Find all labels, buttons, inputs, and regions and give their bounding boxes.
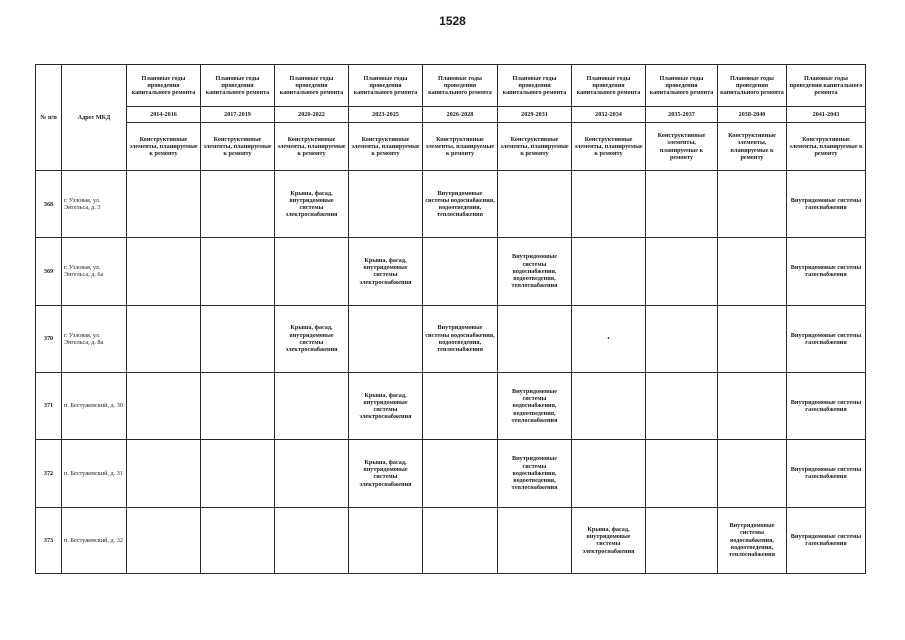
period-cell: Внутридомовые системы газоснабжения <box>787 440 866 507</box>
period-cell <box>201 305 275 372</box>
period-cell <box>349 171 423 238</box>
row-number: 368 <box>36 171 62 238</box>
period-cell <box>349 305 423 372</box>
period-cell <box>127 238 201 305</box>
period-cell <box>423 372 498 439</box>
period-cell <box>275 238 349 305</box>
period-cell: Внутридомовые системы газоснабжения <box>787 238 866 305</box>
period-cell <box>498 507 572 573</box>
header-years: 2017-2019 <box>201 107 275 123</box>
header-elements: Конструктивные элементы, планируемые к ремонту <box>572 123 646 171</box>
period-cell <box>127 507 201 573</box>
period-cell <box>423 238 498 305</box>
period-cell: Внутридомовые системы водоснабжения, водоотведения, теплоснабжения <box>423 171 498 238</box>
period-cell <box>275 440 349 507</box>
header-years: 2041-2043 <box>787 107 866 123</box>
header-period-title: Плановые годы проведения капитального ремонта <box>349 65 423 107</box>
period-cell: Внутридомовые системы водоснабжения, водоотведения, теплоснабжения <box>423 305 498 372</box>
period-cell <box>127 305 201 372</box>
table-row <box>36 372 866 439</box>
period-cell <box>572 372 646 439</box>
period-cell <box>718 171 787 238</box>
period-cell: Крыша, фасад, внутридомовые системы электроснабжения <box>349 238 423 305</box>
header-years: 2026-2028 <box>423 107 498 123</box>
period-cell <box>646 171 718 238</box>
table-row <box>36 305 866 372</box>
table-row <box>36 440 866 507</box>
period-cell <box>498 305 572 372</box>
period-cell <box>423 440 498 507</box>
header-row-years <box>36 107 866 123</box>
header-elements: Конструктивные элементы, планируемые к ремонту <box>275 123 349 171</box>
table-row <box>36 171 866 238</box>
period-cell: Внутридомовые системы водоснабжения, водоотведения, теплоснабжения <box>498 238 572 305</box>
header-years: 2038-2040 <box>718 107 787 123</box>
stray-mark: • <box>572 305 646 372</box>
period-cell <box>201 372 275 439</box>
period-cell: Внутридомовые системы газоснабжения <box>787 372 866 439</box>
header-address: Адрес МКД <box>62 65 127 171</box>
row-address: г. Узловая, ул. Энгельса, д. 6а <box>62 238 127 305</box>
period-cell <box>572 171 646 238</box>
header-period-title: Плановые годы проведения капитального ремонта <box>127 65 201 107</box>
header-period-title: Плановые годы проведения капитального ремонта <box>498 65 572 107</box>
period-cell <box>201 238 275 305</box>
period-cell: Внутридомовые системы водоснабжения, водоотведения, теплоснабжения <box>498 440 572 507</box>
period-cell <box>718 238 787 305</box>
header-years: 2023-2025 <box>349 107 423 123</box>
header-elements: Конструктивные элементы, планируемые к ремонту <box>201 123 275 171</box>
period-cell <box>127 440 201 507</box>
header-years: 2035-2037 <box>646 107 718 123</box>
header-elements: Конструктивные элементы, планируемые к ремонту <box>423 123 498 171</box>
period-cell <box>646 238 718 305</box>
header-period-title: Плановые годы проведения капитального ремонта <box>201 65 275 107</box>
period-cell <box>646 372 718 439</box>
row-number: 373 <box>36 507 62 573</box>
period-cell <box>275 507 349 573</box>
header-period-title: Плановые годы проведения капитального ремонта <box>275 65 349 107</box>
period-cell <box>201 171 275 238</box>
header-row-titles <box>36 65 866 107</box>
table-row <box>36 507 866 573</box>
header-elements: Конструктивные элементы, планируемые к ремонту <box>787 123 866 171</box>
row-number: 369 <box>36 238 62 305</box>
period-cell <box>572 440 646 507</box>
period-cell <box>646 507 718 573</box>
header-elements: Конструктивные элементы, планируемые к ремонту <box>127 123 201 171</box>
period-cell: Крыша, фасад, внутридомовые системы электроснабжения <box>349 440 423 507</box>
period-cell: Внутридомовые системы водоснабжения, водоотведения, теплоснабжения <box>498 372 572 439</box>
header-years: 2020-2022 <box>275 107 349 123</box>
row-address: п. Бестужевский, д. 31 <box>62 440 127 507</box>
period-cell <box>718 372 787 439</box>
header-years: 2032-2034 <box>572 107 646 123</box>
page-number: 1528 <box>439 14 466 28</box>
period-cell <box>718 440 787 507</box>
period-cell: Крыша, фасад, внутридомовые системы электроснабжения <box>572 507 646 573</box>
header-num: № п/п <box>36 65 62 171</box>
period-cell: Внутридомовые системы водоснабжения, водоотведения, теплоснабжения <box>718 507 787 573</box>
header-period-title: Плановые годы проведения капитального ремонта <box>718 65 787 107</box>
header-period-title: Плановые годы проведения капитального ремонта <box>423 65 498 107</box>
row-address: п. Бестужевский, д. 30 <box>62 372 127 439</box>
header-period-title: Плановые годы проведения капитального ремонта <box>646 65 718 107</box>
period-cell <box>127 171 201 238</box>
capital-repair-plan-table <box>35 64 866 574</box>
header-period-title: Плановые годы проведения капитального ремонта <box>572 65 646 107</box>
period-cell: Крыша, фасад, внутридомовые системы электроснабжения <box>275 171 349 238</box>
row-number: 372 <box>36 440 62 507</box>
period-cell <box>127 372 201 439</box>
header-elements: Конструктивные элементы, планируемые к ремонту <box>646 123 718 171</box>
period-cell <box>349 507 423 573</box>
period-cell: Внутридомовые системы газоснабжения <box>787 305 866 372</box>
period-cell <box>201 507 275 573</box>
period-cell: Внутридомовые системы газоснабжения <box>787 171 866 238</box>
header-elements: Конструктивные элементы, планируемые к ремонту <box>498 123 572 171</box>
row-address: г. Узловая, ул. Энгельса, д. 3 <box>62 171 127 238</box>
header-elements: Конструктивные элементы, планируемые к ремонту <box>349 123 423 171</box>
row-number: 370 <box>36 305 62 372</box>
period-cell <box>201 440 275 507</box>
header-row-elements <box>36 123 866 171</box>
period-cell <box>423 507 498 573</box>
header-elements: Конструктивные элементы, планируемые к ремонту <box>718 123 787 171</box>
table-row <box>36 238 866 305</box>
row-address: г. Узловая, ул. Энгельса, д. 8а <box>62 305 127 372</box>
header-years: 2014-2016 <box>127 107 201 123</box>
period-cell: Крыша, фасад, внутридомовые системы электроснабжения <box>275 305 349 372</box>
row-number: 371 <box>36 372 62 439</box>
period-cell <box>646 305 718 372</box>
period-cell <box>572 238 646 305</box>
period-cell: Крыша, фасад, внутридомовые системы электроснабжения <box>349 372 423 439</box>
period-cell <box>275 372 349 439</box>
header-period-title: Плановые годы проведения капитального ремонта <box>787 65 866 107</box>
period-cell: Внутридомовые системы газоснабжения <box>787 507 866 573</box>
period-cell <box>498 171 572 238</box>
row-address: п. Бестужевский, д. 32 <box>62 507 127 573</box>
period-cell <box>646 440 718 507</box>
period-cell <box>718 305 787 372</box>
header-years: 2029-2031 <box>498 107 572 123</box>
